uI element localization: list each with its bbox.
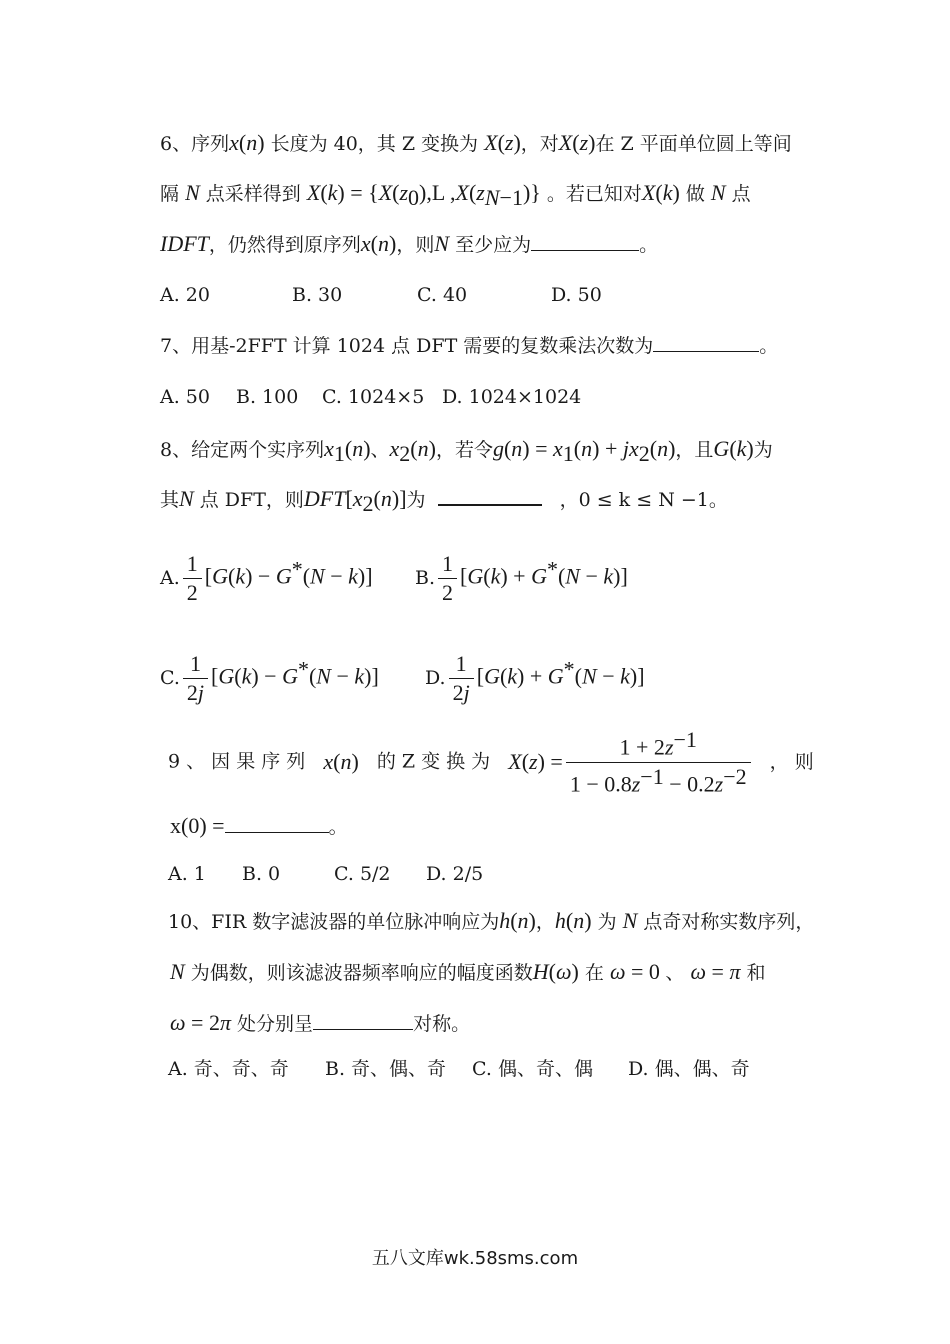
- option-d: D. 1024×1024: [442, 386, 582, 408]
- q8-line1: 8、给定两个实序列$x_1(n)$、$x_2(n)$，若令$g(n) = x_1(n) + jx_2(n)$，且G(k)为: [160, 436, 773, 466]
- q9-line1: 9 、 因 果 序 列 x(n) 的 Z 变 换 为 X(z) = $\frac{1 + 2z^{-1}}{1 - 0.8z^{-1} - 0.2z^{-2}}$ ， 则: [168, 727, 814, 796]
- answer-blank: [313, 1027, 413, 1030]
- q8-option-d: D. $\frac{1}{2j}$ [G(k) + G*(N − k)]: [425, 651, 645, 706]
- q6-line1: 6、序列x(n) 长度为 40，其 Z 变换为 X(z)，对X(z)在 Z 平面单位圆上等间: [160, 130, 792, 155]
- option-c: C. 1024×5: [322, 386, 425, 408]
- option-a: A. 20: [160, 284, 210, 306]
- option-a: A. 奇、奇、奇: [168, 1058, 289, 1080]
- option-b: B. 0: [242, 863, 281, 885]
- q7-text: 7、用基-2FFT 计算 1024 点 DFT 需要的复数乘法次数为 。: [160, 335, 779, 357]
- option-b: B. 30: [292, 284, 343, 306]
- answer-blank: [438, 502, 542, 506]
- q6-line2: 隔 N 点采样得到 $X(k) = \{X(z_0),L$ $,X(z_{N-1})$} 。若已知对X(k) 做 N 点: [160, 180, 751, 210]
- q8-line2: 其N 点 DFT，则$DFT[x_2(n)]$为 ，0 ≤ k ≤ N −1。: [160, 486, 728, 516]
- option-c: C. 5/2: [334, 863, 391, 885]
- option-b: B. 100: [236, 386, 299, 408]
- answer-blank: [653, 349, 759, 352]
- footer-watermark: 五八文库wk.58sms.com: [371, 1248, 579, 1269]
- q9-line2: x(0) = 。: [170, 813, 348, 838]
- option-b: B. 奇、偶、奇: [325, 1058, 447, 1080]
- option-d: D. 2/5: [426, 863, 484, 885]
- answer-blank: [531, 248, 639, 251]
- q8-option-a: A. $\frac{1}{2}$ [G(k) − G*(N − k)]: [160, 551, 373, 606]
- option-c: C. 40: [417, 284, 468, 306]
- q6-line3: IDFT，仍然得到原序列x(n)，则N 至少应为 。: [160, 231, 659, 256]
- option-c: C. 偶、奇、偶: [472, 1058, 593, 1080]
- q10-line1: 10、FIR 数字滤波器的单位脉冲响应为h(n)，h(n) 为 N 点奇对称实数序列，: [168, 908, 815, 933]
- option-d: D. 50: [551, 284, 602, 306]
- option-a: A. 50: [160, 386, 210, 408]
- answer-blank: [225, 830, 329, 833]
- q10-line2: N 为偶数，则该滤波器频率响应的幅度函数H(ω) 在 ω = 0 、 ω = π 和: [170, 959, 766, 984]
- q8-option-c: C. $\frac{1}{2j}$ [G(k) − G*(N − k)]: [160, 651, 379, 706]
- option-d: D. 偶、偶、奇: [628, 1058, 750, 1080]
- option-a: A. 1: [168, 863, 206, 885]
- q8-option-b: B. $\frac{1}{2}$ [G(k) + G*(N − k)]: [415, 551, 628, 606]
- q10-line3: ω = 2π 处分别呈 对称。: [170, 1010, 471, 1035]
